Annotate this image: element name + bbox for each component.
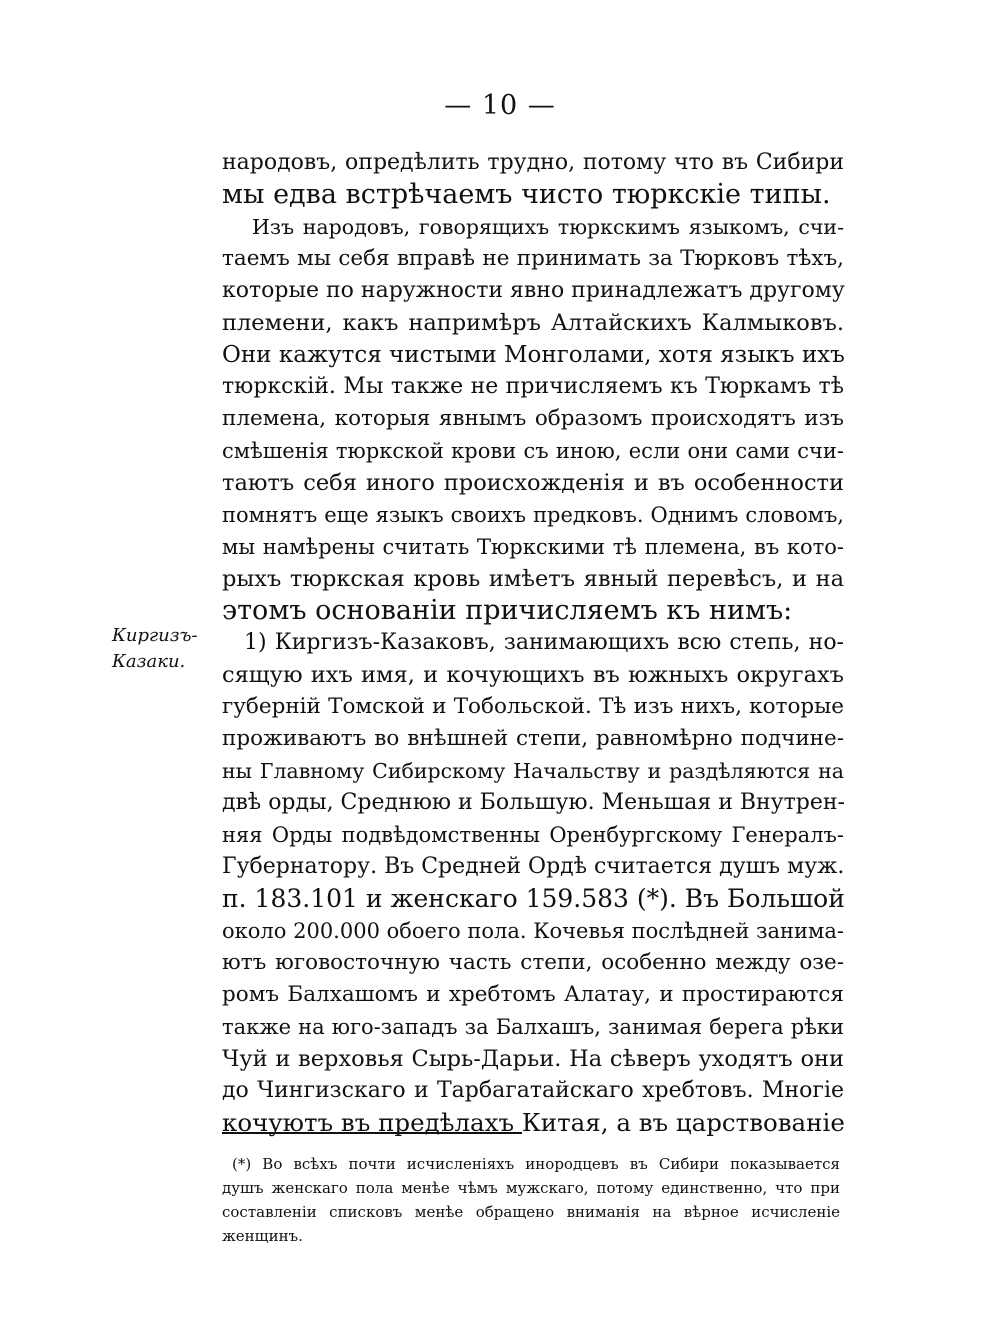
body-line: рыхъ тюркская кровь имѣетъ явный перевѣсъ, и на [222, 566, 844, 592]
body-line: ромъ Балхашомъ и хребтомъ Алатау, и простираются [222, 982, 844, 1007]
page-number: — 10 — [444, 90, 556, 121]
footnote-line: составленіи списковъ менѣе обращено вниманія на вѣрное исчисленіе [222, 1203, 840, 1221]
body-line: до Чингизскаго и Тарбагатайскаго хребтовъ. Многіе [222, 1078, 844, 1103]
body-line: Они кажутся чистыми Монголами, хотя языкъ ихъ [222, 342, 845, 368]
body-line: племена, которыя явнымъ образомъ происходятъ изъ [222, 406, 844, 431]
body-line: мы едва встрѣчаемъ чисто тюркскіе типы. [222, 179, 831, 210]
body-line: помнятъ еще языкъ своихъ предковъ. Однимъ словомъ, [222, 503, 844, 527]
margin-note-line-2: Казаки. [112, 651, 186, 672]
body-line: ны Главному Сибирскому Начальству и раздѣляются на [222, 759, 844, 783]
body-line: губерній Томской и Тобольской. Тѣ изъ нихъ, которые [222, 694, 844, 719]
body-line: смѣшенія тюркской крови съ иною, если они сами счи- [222, 439, 844, 463]
body-line: около 200.000 обоего пола. Кочевья послѣдней занима- [222, 919, 844, 943]
margin-note-line-1: Киргизъ- [112, 625, 198, 646]
body-line: кочуютъ въ предѣлахъ Китая, а въ царствованіе [222, 1108, 845, 1137]
footnote-line: душъ женскаго пола менѣе чѣмъ мужскаго, потому единственно, что при [222, 1179, 840, 1197]
body-line: которые по наружности явно принадлежатъ другому [222, 278, 845, 303]
footnote-line: (*) Во всѣхъ почти исчисленіяхъ инородцевъ въ Сибири показывается [232, 1155, 840, 1173]
body-line: народовъ, опредѣлить трудно, потому что въ Сибири [222, 150, 844, 175]
footnote-divider [222, 1132, 522, 1134]
body-line: Изъ народовъ, говорящихъ тюркскимъ языкомъ, счи- [252, 215, 844, 239]
body-line: Чуй и верховья Сырь-Дарьи. На сѣверъ уходятъ они [222, 1046, 844, 1072]
body-line: этомъ основаніи причисляемъ къ нимъ: [222, 595, 793, 626]
body-line: Губернатору. Въ Средней Ордѣ считается душъ муж. [222, 854, 845, 879]
body-line: няя Орды подвѣдомственны Оренбургскому Генералъ- [222, 823, 844, 847]
body-line: 1) Киргизъ-Казаковъ, занимающихъ всю степь, но- [244, 630, 844, 655]
body-line: таютъ себя иного происхожденія и въ особенности [222, 470, 844, 496]
body-line: таемъ мы себя вправѣ не принимать за Тюрковъ тѣхъ, [222, 246, 844, 271]
body-line: тюркскій. Мы также не причисляемъ къ Тюркамъ тѣ [222, 374, 844, 399]
body-line: мы намѣрены считать Тюркскими тѣ племена, въ кото- [222, 535, 844, 559]
footnote-line: женщинъ. [222, 1227, 303, 1245]
body-line: проживаютъ во внѣшней степи, равномѣрно подчине- [222, 726, 844, 751]
body-line: п. 183.101 и женскаго 159.583 (*). Въ Большой [222, 884, 845, 913]
body-line: двѣ орды, Среднюю и Большую. Меньшая и Внутрен- [222, 790, 845, 815]
body-line: также на юго-западъ за Балхашъ, занимая берега рѣки [222, 1015, 844, 1039]
body-line: племени, какъ напримѣръ Алтайскихъ Калмыковъ. [222, 310, 844, 336]
body-line: ютъ юговосточную часть степи, особенно между озе- [222, 950, 844, 975]
body-line: сящую ихъ имя, и кочующихъ въ южныхъ округахъ [222, 662, 844, 688]
